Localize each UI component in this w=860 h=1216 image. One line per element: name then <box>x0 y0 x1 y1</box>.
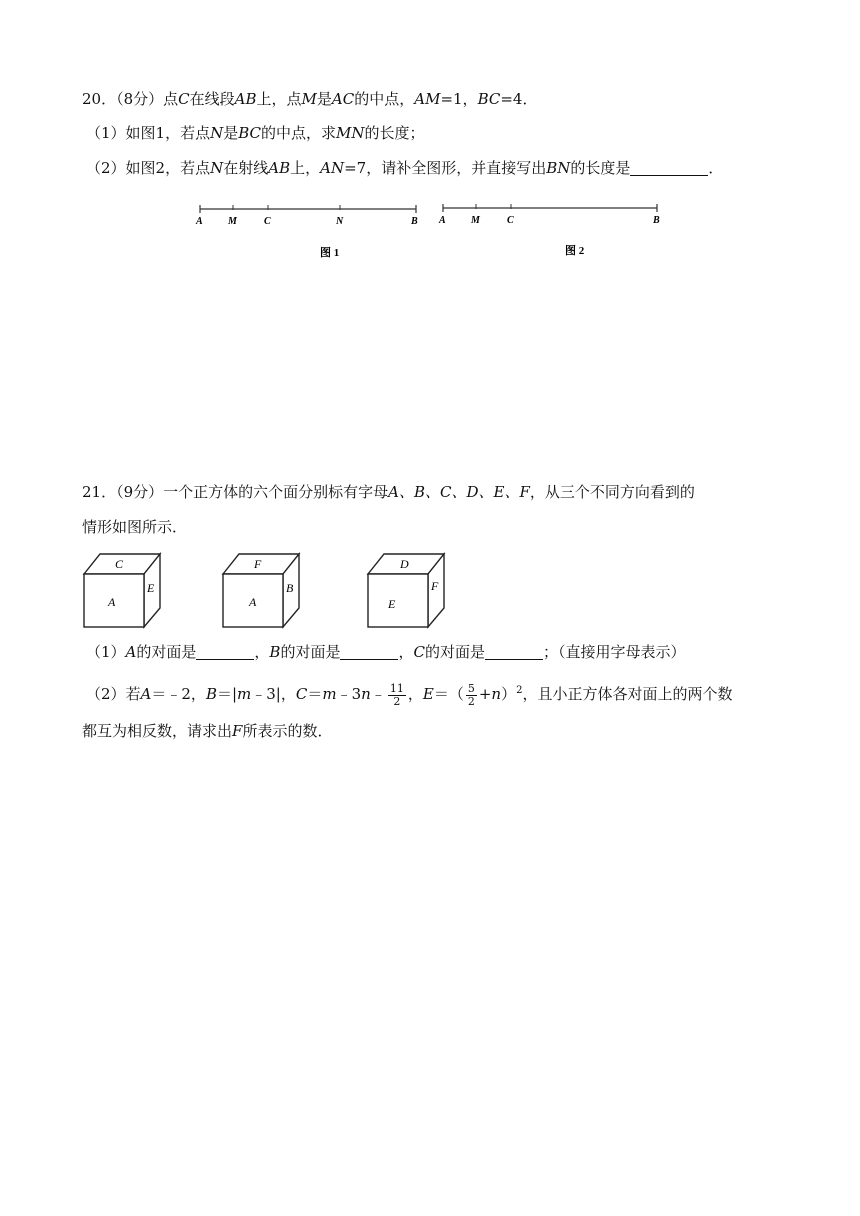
text: ＝ <box>307 685 323 703</box>
text: 的长度是 <box>570 159 631 177</box>
score: （9分） <box>116 483 164 501</box>
text: 是 <box>223 124 239 142</box>
var: m <box>322 685 337 703</box>
text: ） <box>501 685 517 703</box>
text: =7，请补全图形，并直接写出 <box>344 159 547 177</box>
cube-side-label: B <box>286 581 294 595</box>
cube-top-label: C <box>115 557 124 571</box>
var: C <box>413 643 425 661</box>
var: N <box>210 159 224 177</box>
text: 所表示的数． <box>242 722 333 740</box>
var: MN <box>336 124 365 142</box>
text: 在线段 <box>189 90 235 108</box>
q20-part1 <box>86 122 425 144</box>
text: ＝（ <box>433 685 464 703</box>
var: n <box>491 685 502 703</box>
text: 上，点 <box>256 90 302 108</box>
question-number: 21． <box>82 483 117 501</box>
var: AM <box>414 90 441 108</box>
cube-side-label: E <box>147 581 155 595</box>
text: ；（直接用字母表示） <box>542 643 686 661</box>
text: =4． <box>500 90 538 108</box>
denominator: 2 <box>393 694 401 708</box>
text: 的中点， <box>354 90 415 108</box>
point-label-a: A <box>439 215 446 226</box>
q21-stem <box>82 481 695 503</box>
cube-front-label: A <box>249 595 257 609</box>
text: ， <box>254 643 270 661</box>
question-number: 20． <box>82 90 117 108</box>
text: =1， <box>440 90 478 108</box>
numerator: 5 <box>467 681 475 695</box>
text: ﹣ <box>370 685 386 703</box>
text: ，从三个不同方向看到的 <box>529 483 695 501</box>
text: （1）如图1，若点 <box>86 124 211 142</box>
q21-stem-line2 <box>82 516 187 538</box>
point-label-b: B <box>653 215 660 226</box>
text: 情形如图所示． <box>82 518 188 536</box>
fraction-eleven-halves <box>388 683 406 708</box>
text: 的对面是 <box>280 643 341 661</box>
text: （2）如图2，若点 <box>86 159 211 177</box>
cube-view-3 <box>366 550 448 630</box>
cube-view-1 <box>82 550 164 630</box>
text: 的长度； <box>364 124 425 142</box>
figure-1-caption: 图 1 <box>320 247 340 259</box>
var: BC <box>238 124 262 142</box>
var: BC <box>477 90 501 108</box>
var: AC <box>331 90 355 108</box>
point-label-m: M <box>471 215 480 226</box>
point-label-n: N <box>336 216 344 227</box>
text: ＝| <box>216 685 238 703</box>
denominator: 2 <box>467 694 475 708</box>
text: 都互为相反数，请求出 <box>82 722 233 740</box>
numerator: 11 <box>389 681 404 695</box>
var: A、B、C、D、E、F <box>388 483 530 501</box>
text: 上， <box>290 159 321 177</box>
point-label-a: A <box>196 216 203 227</box>
answer-blank-a[interactable] <box>196 643 254 660</box>
cube-front-face <box>368 574 428 627</box>
var: AB <box>234 90 257 108</box>
q21-part1 <box>86 641 686 663</box>
text: 点 <box>163 90 179 108</box>
figure-1-segment <box>190 200 430 264</box>
text: 在射线 <box>223 159 269 177</box>
var: AN <box>320 159 345 177</box>
cube-top-label: D <box>400 557 409 571</box>
text: ， <box>398 643 414 661</box>
var: C <box>178 90 190 108</box>
point-label-c: C <box>264 216 271 227</box>
var: N <box>210 124 224 142</box>
text: 的中点，求 <box>261 124 337 142</box>
var: n <box>361 685 371 703</box>
text: 的对面是 <box>136 643 197 661</box>
fraction-five-halves <box>466 683 477 708</box>
text: ﹣3|， <box>251 685 296 703</box>
figure-2-segment <box>433 200 673 264</box>
text: 一个正方体的六个面分别标有字母 <box>163 483 389 501</box>
point-label-m: M <box>228 216 237 227</box>
var: A <box>125 643 137 661</box>
text: 是 <box>316 90 332 108</box>
var: m <box>237 685 252 703</box>
var: AB <box>268 159 291 177</box>
var: B <box>205 685 217 703</box>
text: ﹣3 <box>336 685 362 703</box>
figure-2-caption: 图 2 <box>565 245 585 257</box>
text: （2）若 <box>86 685 141 703</box>
score: （8分） <box>116 90 164 108</box>
var: A <box>140 685 152 703</box>
answer-blank-b[interactable] <box>340 643 398 660</box>
q21-part2 <box>86 680 732 708</box>
var: M <box>301 90 317 108</box>
q20-stem <box>82 88 537 110</box>
q20-part2 <box>86 157 723 179</box>
var: C <box>295 685 308 703</box>
text: （1） <box>86 643 126 661</box>
var: F <box>232 722 243 740</box>
text: ， <box>407 685 423 703</box>
cube-front-label: A <box>108 595 116 609</box>
text: 的对面是 <box>424 643 485 661</box>
text: ＝﹣2， <box>151 685 206 703</box>
answer-blank[interactable] <box>630 159 708 176</box>
text: ，且小正方体各对面上的两个数 <box>522 685 733 703</box>
cube-front-label: E <box>388 597 396 611</box>
cube-view-2 <box>221 550 303 630</box>
text: ． <box>708 159 724 177</box>
cube-side-label: F <box>431 579 439 593</box>
var: B <box>269 643 281 661</box>
var: E <box>422 685 434 703</box>
point-label-c: C <box>507 215 514 226</box>
q21-part2-line2 <box>82 720 332 742</box>
text: + <box>478 685 492 703</box>
exponent: 2 <box>516 685 523 696</box>
point-label-b: B <box>411 216 418 227</box>
cube-top-label: F <box>254 557 262 571</box>
answer-blank-c[interactable] <box>485 643 543 660</box>
var: BN <box>546 159 571 177</box>
